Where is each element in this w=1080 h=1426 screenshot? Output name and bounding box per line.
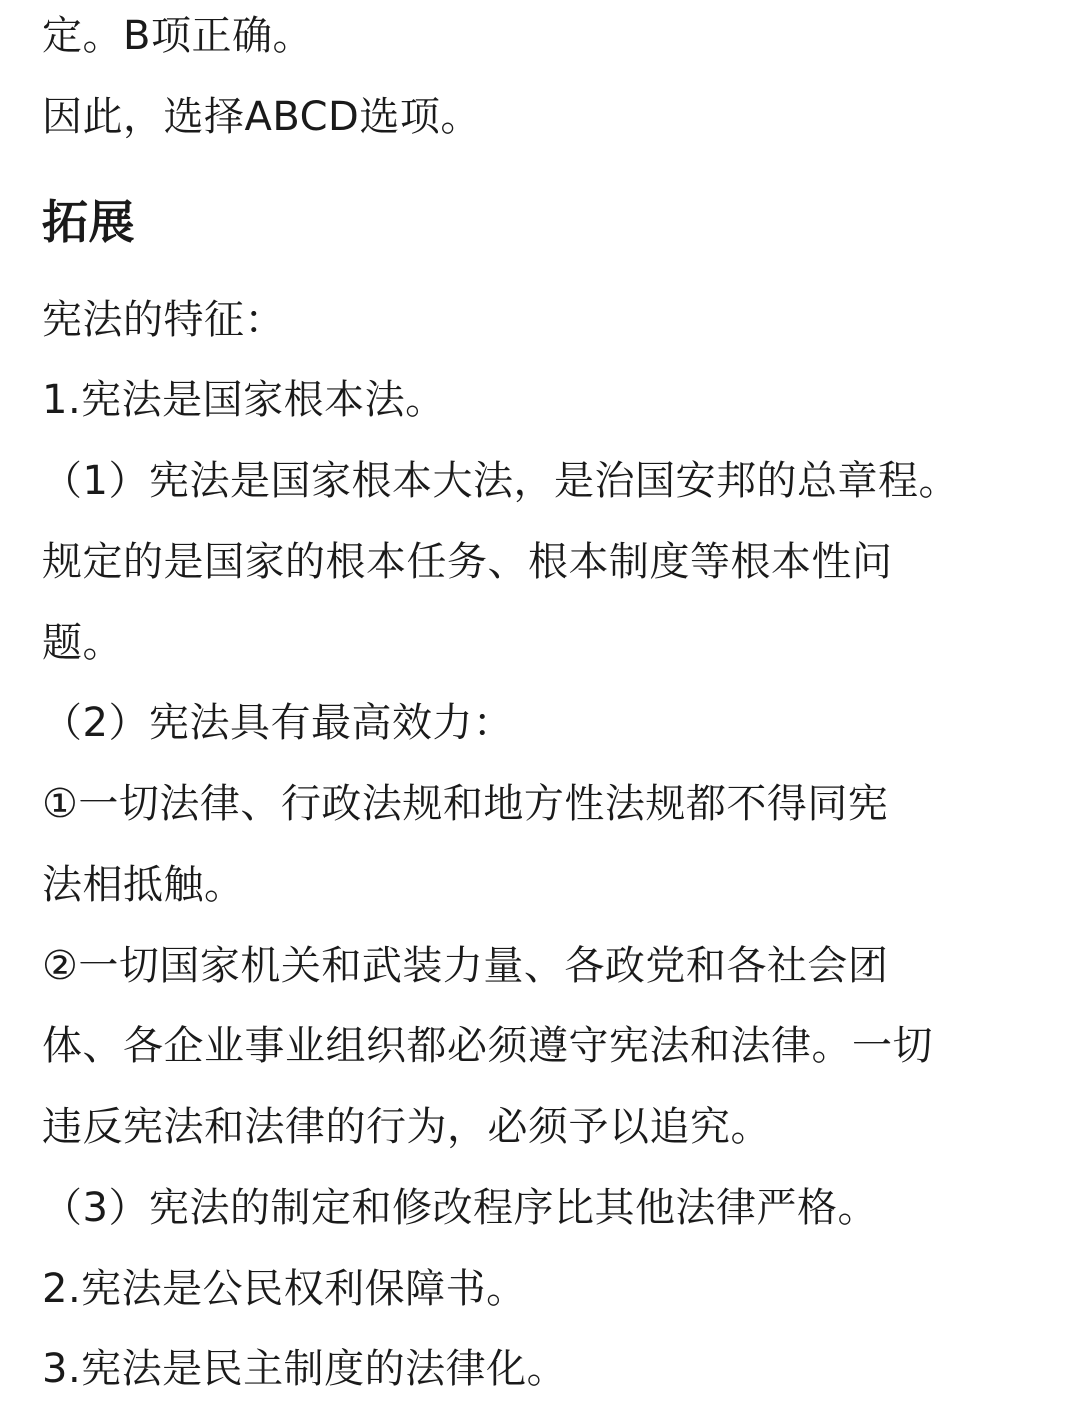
paragraph-line: ②一切国家机关和武装力量、各政党和各社会团	[42, 943, 889, 989]
paragraph-line: 3.宪法是民主制度的法律化。	[42, 1346, 568, 1392]
paragraph-line: 题。	[42, 620, 123, 666]
section-intro: 宪法的特征：	[42, 297, 285, 343]
paragraph-line: （2）宪法具有最高效力：	[42, 700, 514, 746]
paragraph-line: ①一切法律、行政法规和地方性法规都不得同宪	[42, 781, 889, 827]
paragraph-line: 1.宪法是国家根本法。	[42, 377, 446, 423]
section-heading: 拓展	[42, 195, 135, 249]
answer-text-line: 定。B项正确。	[42, 13, 313, 59]
paragraph-line: 违反宪法和法律的行为，必须予以追究。	[42, 1104, 771, 1150]
paragraph-line: 法相抵触。	[42, 862, 245, 908]
paragraph-line: 体、各企业事业组织都必须遵守宪法和法律。一切	[42, 1023, 933, 1069]
paragraph-line: 规定的是国家的根本任务、根本制度等根本性问	[42, 539, 893, 585]
answer-conclusion: 因此，选择ABCD选项。	[42, 94, 481, 140]
paragraph-line: 2.宪法是公民权利保障书。	[42, 1266, 527, 1312]
paragraph-line: （3）宪法的制定和修改程序比其他法律严格。	[42, 1185, 878, 1231]
paragraph-line: （1）宪法是国家根本大法，是治国安邦的总章程。	[42, 458, 959, 504]
